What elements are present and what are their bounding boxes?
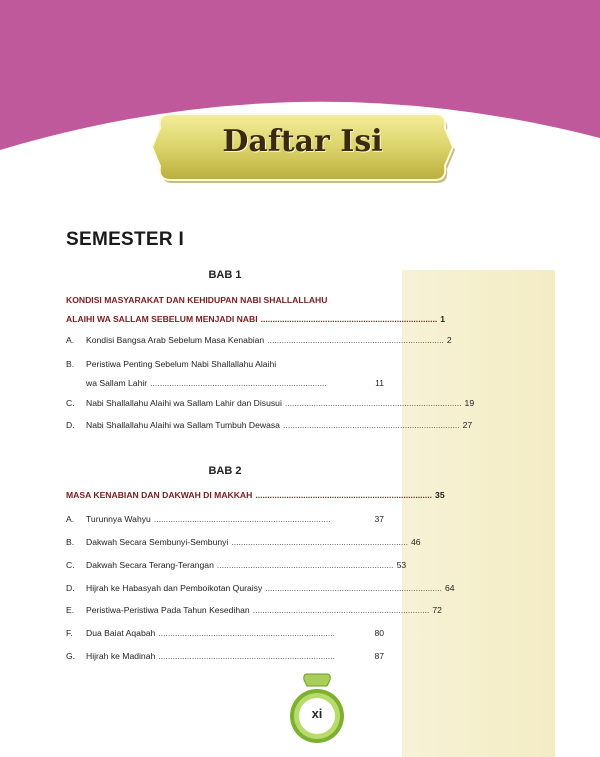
bab1-label: BAB 1: [208, 269, 242, 281]
page-title: Daftar Isi: [222, 124, 383, 159]
toc-entry[interactable]: [66, 510, 384, 529]
entry-page: 27: [462, 420, 473, 430]
page-number: xi: [311, 706, 323, 721]
bab2-chapter-page: 35: [435, 490, 445, 500]
entry-page: 2: [446, 335, 452, 345]
entry-title: Turunnya Wahyu: [86, 514, 151, 524]
toc-entry[interactable]: [66, 355, 384, 393]
entry-letter: A.: [66, 514, 75, 524]
entry-letter: F.: [66, 628, 73, 638]
entry-title-continued: wa Sallam Lahir: [86, 378, 148, 388]
entry-letter: E.: [66, 605, 75, 615]
leader-dots: ..........................................................................: [265, 583, 442, 593]
toc-entry[interactable]: [66, 556, 407, 575]
entry-letter: B.: [66, 359, 75, 369]
toc-entry[interactable]: [66, 533, 421, 552]
leader-dots: ..........................................................................: [267, 335, 444, 345]
entry-letter: C.: [66, 560, 75, 570]
bab2-label: BAB 2: [208, 465, 242, 477]
entry-letter: B.: [66, 537, 75, 547]
entry-letter: D.: [66, 583, 75, 593]
toc-entry[interactable]: [66, 579, 455, 598]
entry-page: 37: [374, 514, 384, 524]
entry-page: 11: [375, 378, 384, 388]
entry-page: 87: [374, 651, 384, 661]
toc-entry[interactable]: [66, 394, 475, 413]
leader-dots: ..........................................................................: [282, 420, 460, 430]
bab1-chapter-line1: KONDISI MASYARAKAT DAN KEHIDUPAN NABI SHALLALLAHU: [66, 295, 328, 305]
entry-title: Dakwah Secara Sembunyi-Sembunyi: [86, 537, 229, 547]
leader-dots: ..........................................................................: [158, 628, 335, 638]
leader-dots: ..........................................................................: [284, 398, 462, 408]
leader-dots: ..........................................................................: [158, 651, 335, 661]
toc-entry[interactable]: [66, 624, 384, 643]
toc-entry[interactable]: [66, 601, 442, 620]
entry-page: 53: [396, 560, 407, 570]
entry-title: Dakwah Secara Terang-Terangan: [86, 560, 214, 570]
entry-title: Hijrah ke Madinah: [86, 651, 156, 661]
leader-dots: ..........................................................................: [150, 378, 327, 388]
entry-title: Hijrah ke Habasyah dan Pemboikotan Quraisy: [86, 583, 263, 593]
entry-page: 19: [464, 398, 475, 408]
entry-letter: C.: [66, 398, 75, 408]
entry-title: Nabi Shallallahu Alaihi wa Sallam Tumbuh Dewasa: [86, 420, 280, 430]
semester-heading: SEMESTER I: [66, 229, 185, 250]
leader-dots: ..........................................................................: [153, 514, 331, 524]
entry-title: Kondisi Bangsa Arab Sebelum Masa Kenabian: [86, 335, 265, 345]
entry-page: 80: [374, 628, 384, 638]
leader-dots: ..........................................................................: [255, 490, 433, 500]
entry-letter: A.: [66, 335, 75, 345]
leader-dots: ..........................................................................: [231, 537, 409, 547]
leader-dots: ..........................................................................: [216, 560, 394, 570]
leader-dots: ..........................................................................: [252, 605, 430, 615]
entry-title: Nabi Shallallahu Alaihi wa Sallam Lahir dan Disusui: [86, 398, 282, 408]
entry-page: 72: [432, 605, 442, 615]
entry-title: Peristiwa-Peristiwa Pada Tahun Kesedihan: [86, 605, 250, 615]
entry-page: 64: [444, 583, 455, 593]
bab2-chapter-title[interactable]: [66, 486, 445, 505]
entry-title: Peristiwa Penting Sebelum Nabi Shallallahu Alaihi: [86, 359, 277, 369]
entry-letter: D.: [66, 420, 75, 430]
entry-page: 46: [411, 537, 421, 547]
toc-entry[interactable]: [66, 647, 384, 666]
entry-letter: G.: [66, 651, 76, 661]
toc-entry[interactable]: [66, 416, 473, 435]
entry-title: Dua Baiat Aqabah: [86, 628, 156, 638]
bab1-chapter-page: 1: [440, 314, 446, 324]
bab2-chapter-text: MASA KENABIAN DAN DAKWAH DI MAKKAH: [66, 490, 253, 500]
toc-entry[interactable]: [66, 331, 452, 350]
bab1-chapter-line2: ALAIHI WA SALLAM SEBELUM MENJADI NABI: [66, 314, 258, 324]
bab1-chapter-title[interactable]: [66, 291, 446, 329]
leader-dots: ..........................................................................: [260, 314, 438, 324]
